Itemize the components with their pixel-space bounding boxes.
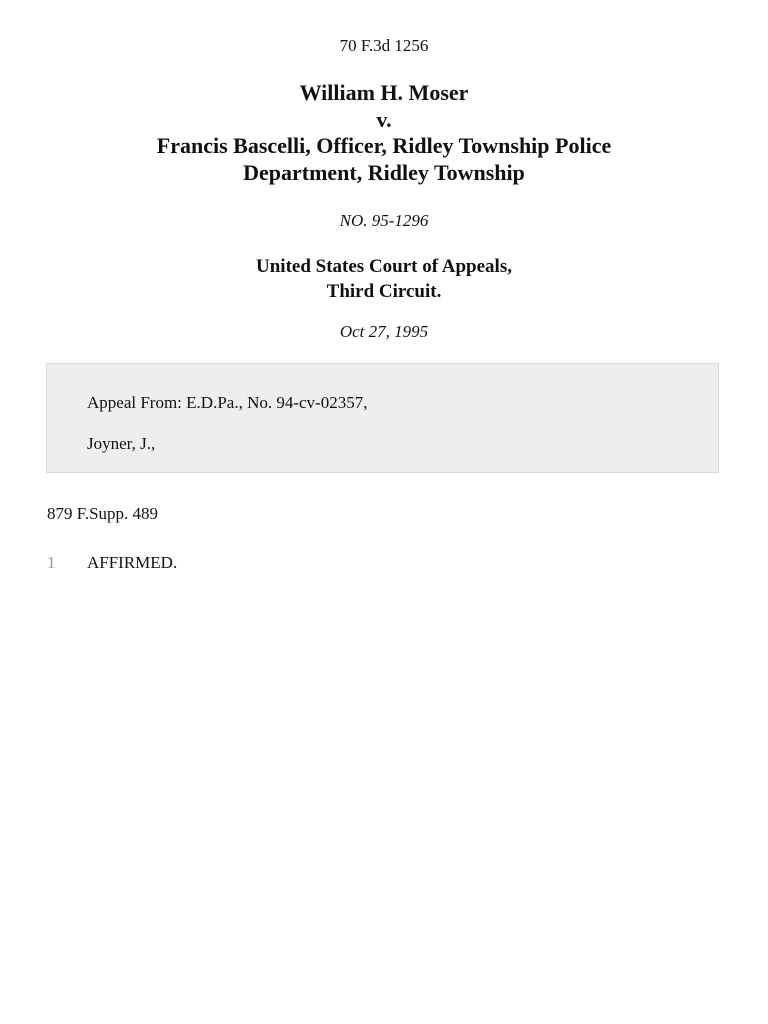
- judge-name: Joyner, J.,: [87, 434, 156, 453]
- opinion-paragraph: [47, 553, 727, 573]
- decision-date: Oct 27, 1995: [339, 322, 429, 341]
- appeal-info-box: [46, 363, 719, 473]
- plaintiff-name: William H. Moser: [299, 80, 469, 105]
- court-name: [0, 254, 768, 304]
- paragraph-number: 1: [47, 553, 56, 572]
- paragraph-text: AFFIRMED.: [87, 553, 178, 572]
- appeal-from-text: Appeal From: E.D.Pa., No. 94-cv-02357,: [87, 393, 368, 412]
- versus-label: v.: [376, 106, 392, 132]
- court-name-line2: Third Circuit.: [326, 281, 442, 302]
- defendant-name-line2: Department, Ridley Township: [243, 159, 525, 185]
- prior-citation: 879 F.Supp. 489: [47, 504, 159, 523]
- case-caption: [0, 80, 768, 186]
- court-name-line1: United States Court of Appeals,: [256, 256, 512, 277]
- defendant-name-line1: Francis Bascelli, Officer, Ridley Township Police: [156, 133, 612, 158]
- case-citation: 70 F.3d 1256: [339, 36, 429, 55]
- docket-number: NO. 95-1296: [339, 211, 429, 230]
